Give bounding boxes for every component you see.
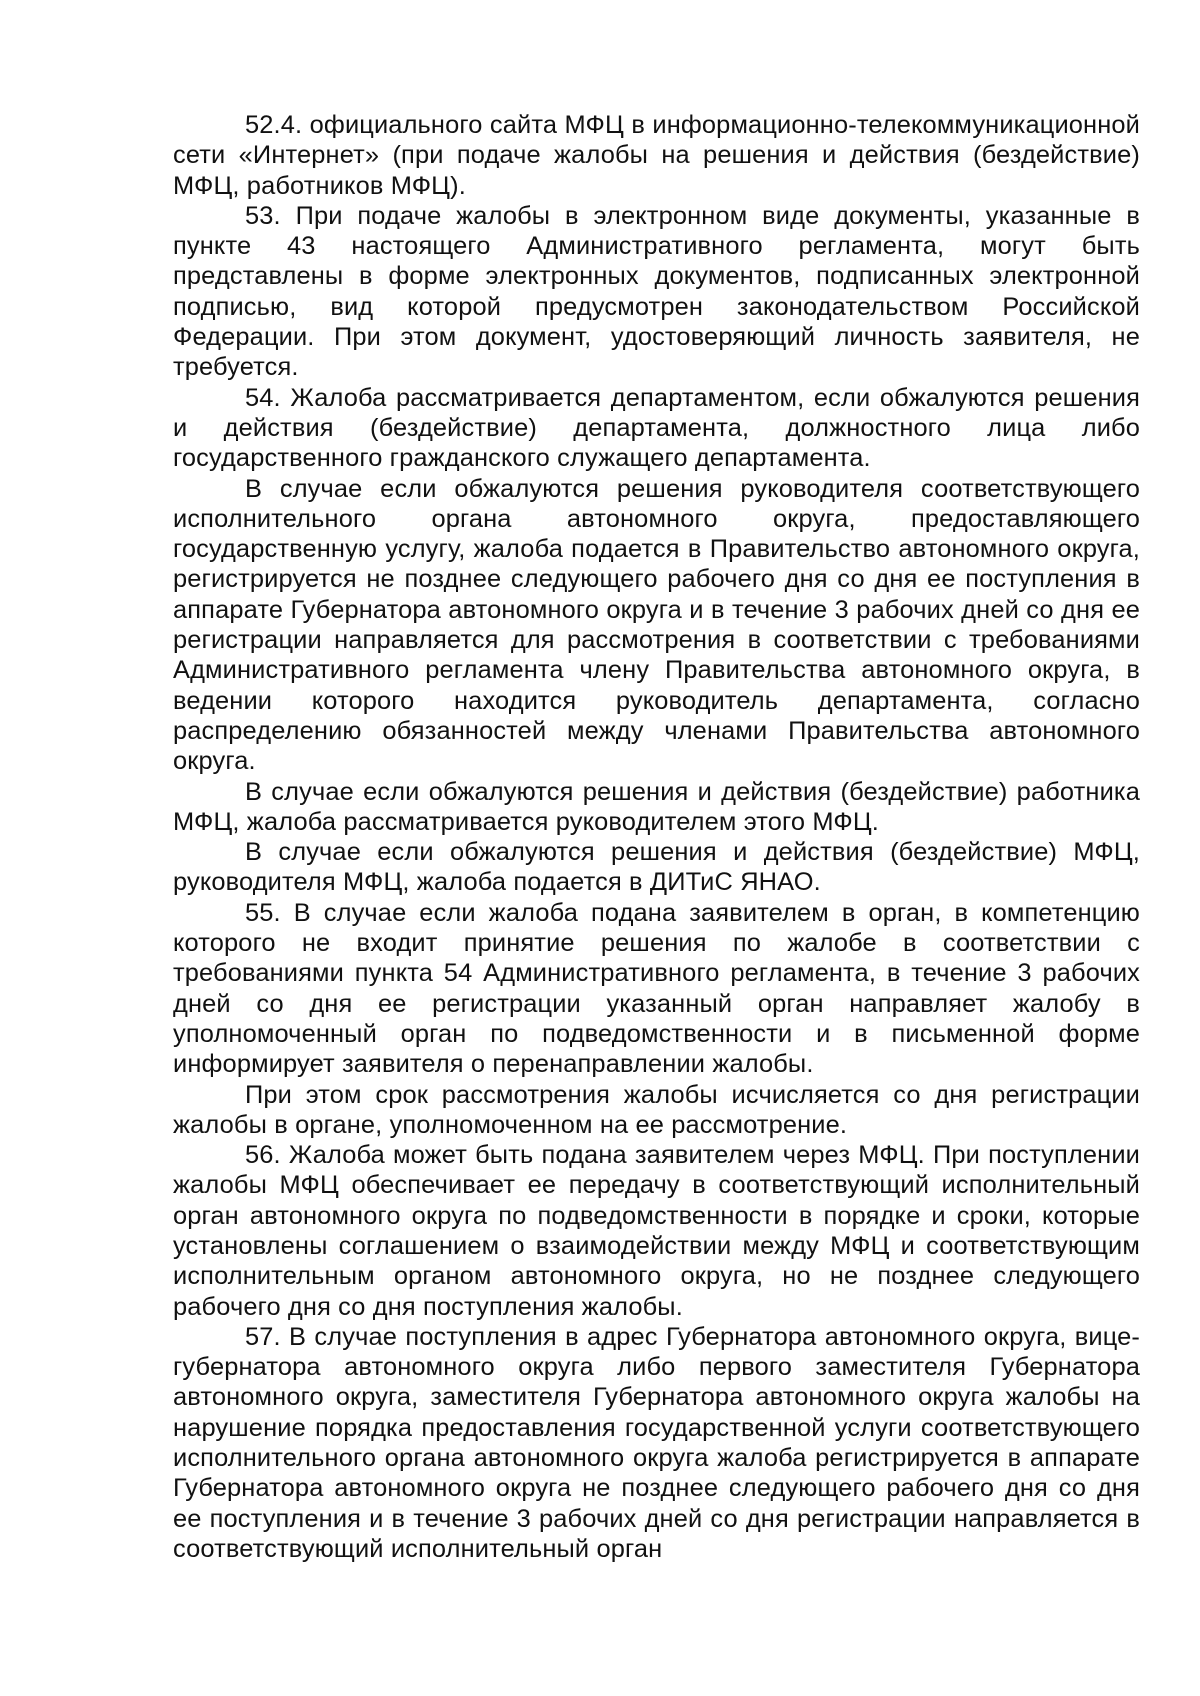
paragraph-54-government: В случае если обжалуются решения руководителя соответствующего исполнительного органа автономного округа, предоставляющего государственную услугу, жалоба подается в Правительство автономного округа, регистрируется не позднее следующего рабочего дня со дня ее поступления в аппарате Губернатора автономного округа и в течение 3 рабочих дней со дня ее регистрации направляется для рассмотрения в соответствии с требованиями Административного регламента члену Правительства автономного округа, в ведении которого находится руководитель департамента, согласно распределению обязанностей между членами Правительства автономного округа. (173, 474, 1140, 776)
paragraph-54-mfc-worker: В случае если обжалуются решения и действия (бездействие) работника МФЦ, жалоба рассматривается руководителем этого МФЦ. (173, 777, 1140, 836)
document-page (173, 110, 1140, 1564)
paragraph-53: 53. При подаче жалобы в электронном виде документы, указанные в пункте 43 настоящего Административного регламента, могут быть представлены в форме электронных документов, подписанных электронной подписью, вид которой предусмотрен законодательством Российской Федерации. При этом документ, удостоверяющий личность заявителя, не требуется. (173, 201, 1140, 382)
paragraph-55: 55. В случае если жалоба подана заявителем в орган, в компетенцию которого не входит принятие решения по жалобе в соответствии с требованиями пункта 54 Административного регламента, в течение 3 рабочих дней со дня ее регистрации указанный орган направляет жалобу в уполномоченный орган по подведомственности и в письменной форме информирует заявителя о перенаправлении жалобы. (173, 898, 1140, 1079)
paragraph-57: 57. В случае поступления в адрес Губернатора автономного округа, вице-губернатора автономного округа либо первого заместителя Губернатора автономного округа, заместителя Губернатора автономного округа жалобы на нарушение порядка предоставления государственной услуги соответствующего исполнительного органа автономного округа жалоба регистрируется в аппарате Губернатора автономного округа не позднее следующего рабочего дня со дня ее поступления и в течение 3 рабочих дней со дня регистрации направляется в соответствующий исполнительный орган (173, 1322, 1140, 1563)
paragraph-55-term: При этом срок рассмотрения жалобы исчисляется со дня регистрации жалобы в органе, уполномоченном на ее рассмотрение. (173, 1080, 1140, 1139)
paragraph-54: 54. Жалоба рассматривается департаментом, если обжалуются решения и действия (бездействие) департамента, должностного лица либо государственного гражданского служащего департамента. (173, 383, 1140, 473)
paragraph-56: 56. Жалоба может быть подана заявителем через МФЦ. При поступлении жалобы МФЦ обеспечивает ее передачу в соответствующий исполнительный орган автономного округа по подведомственности в порядке и сроки, которые установлены соглашением о взаимодействии между МФЦ и соответствующим исполнительным органом автономного округа, но не позднее следующего рабочего дня со дня поступления жалобы. (173, 1141, 1140, 1321)
paragraph-54-mfc: В случае если обжалуются решения и действия (бездействие) МФЦ, руководителя МФЦ, жалоба подается в ДИТиС ЯНАО. (173, 838, 1140, 897)
paragraph-52-4: 52.4. официального сайта МФЦ в информационно-телекоммуникационной сети «Интернет» (при подаче жалобы на решения и действия (бездействие) МФЦ, работников МФЦ). (173, 111, 1140, 200)
